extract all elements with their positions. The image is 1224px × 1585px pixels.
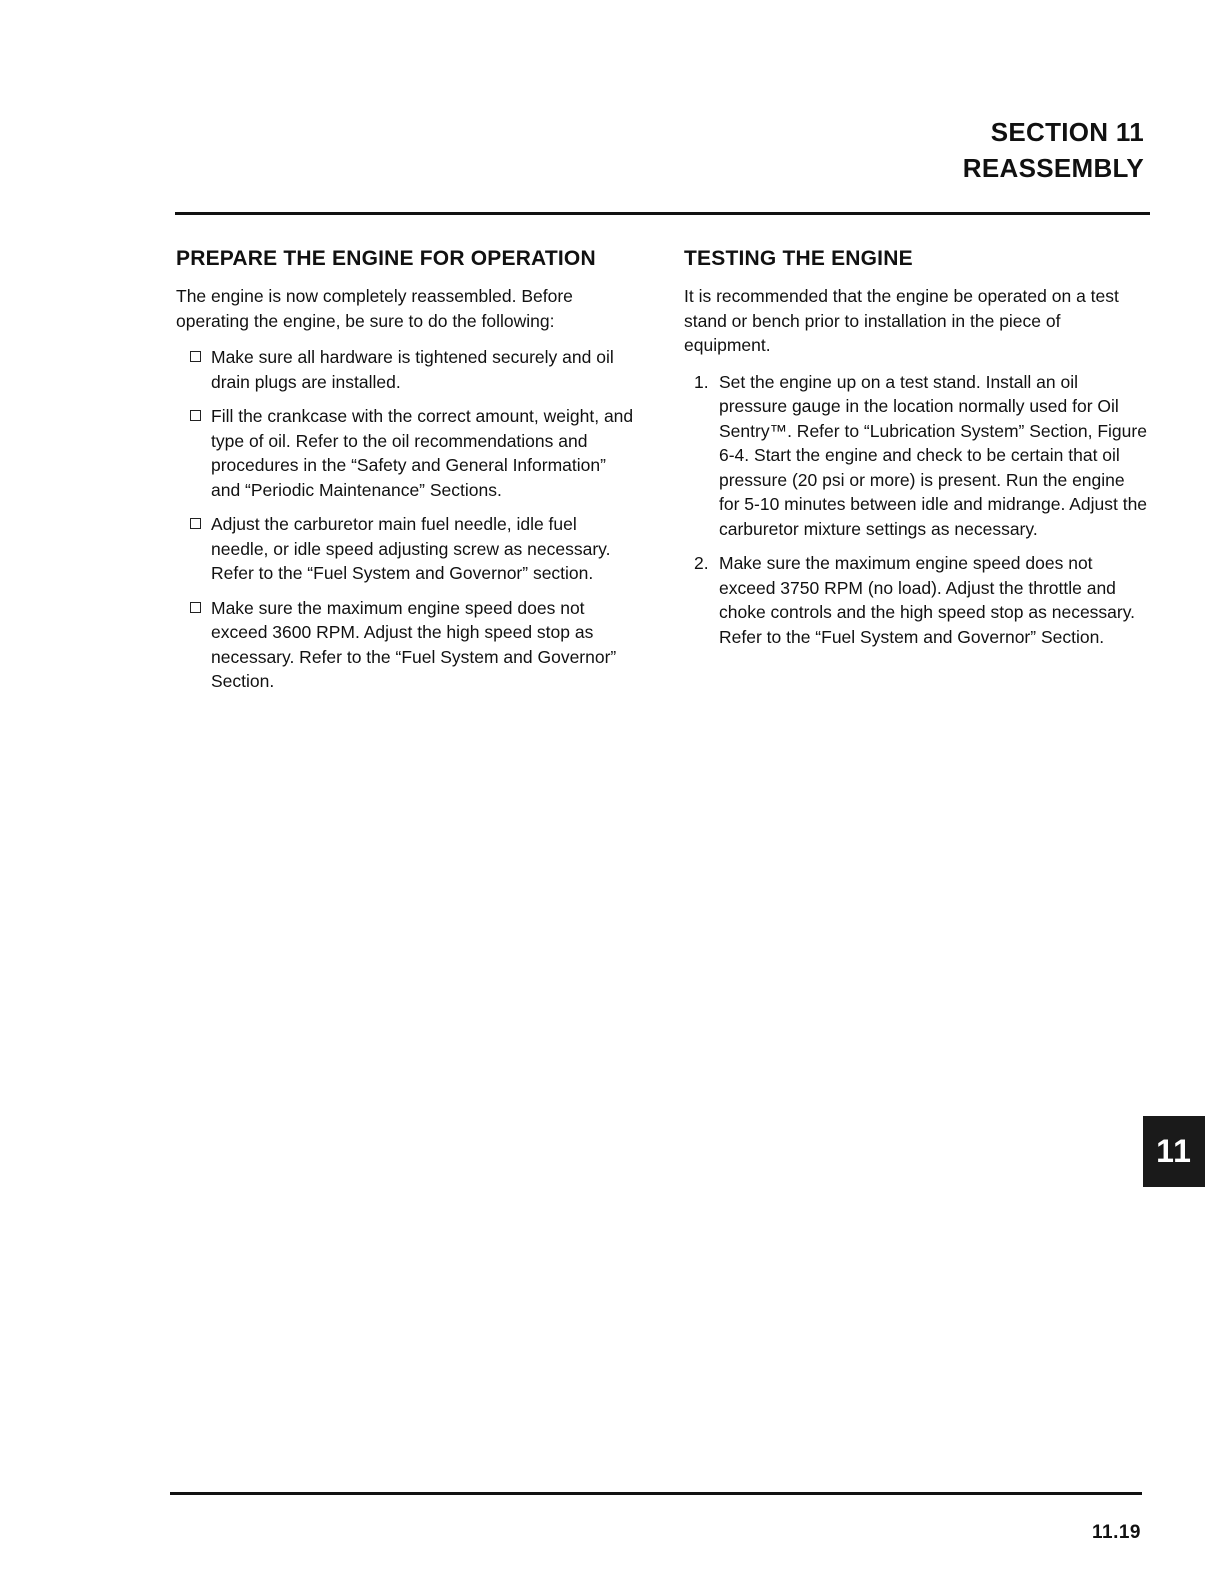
checklist-item-text: Fill the crankcase with the correct amount, weight, and type of oil. Refer to the oil recommendations and procedures in the “Safety and General Information” and “Periodic Maintenance” Sections. <box>211 406 634 500</box>
prepare-engine-heading: PREPARE THE ENGINE FOR OPERATION <box>176 247 596 270</box>
checkbox-icon <box>190 602 201 613</box>
checklist-item-text: Make sure the maximum engine speed does not exceed 3600 RPM. Adjust the high speed stop as necessary. Refer to the “Fuel System and Governor” Section. <box>211 597 617 691</box>
section-tab: 11 <box>1143 1116 1205 1187</box>
section-header <box>963 114 1144 186</box>
testing-step <box>684 370 1148 542</box>
testing-engine-intro: It is recommended that the engine be operated on a test stand or bench prior to installation in the piece of equipment. <box>684 286 1119 355</box>
prepare-engine-column <box>176 246 638 704</box>
checklist-item-text: Make sure all hardware is tightened securely and oil drain plugs are installed. <box>211 347 614 392</box>
checklist-item <box>176 512 638 586</box>
checklist-item <box>176 596 638 694</box>
step-text: Make sure the maximum engine speed does not exceed 3750 RPM (no load). Adjust the throttle and choke controls and the high speed stop as necessary. Refer to the “Fuel System and Governor” Section. <box>719 553 1136 647</box>
section-number: SECTION 11 <box>990 117 1144 147</box>
bottom-divider <box>170 1492 1142 1495</box>
testing-engine-heading: TESTING THE ENGINE <box>684 247 913 270</box>
page-number: 11.19 <box>1092 1522 1141 1543</box>
step-text: Set the engine up on a test stand. Install an oil pressure gauge in the location normally used for Oil Sentry™. Refer to “Lubrication System” Section, Figure 6-4. Start the engine and check to be certain that oil pressure (20 psi or more) is present. Run the engine for 5-10 minutes between idle and midrange. Adjust the carburetor mixture settings as necessary. <box>719 371 1148 539</box>
top-divider <box>175 212 1150 215</box>
checklist-item <box>176 345 638 394</box>
testing-steps <box>684 370 1148 650</box>
step-number: 1. <box>694 371 709 392</box>
checklist-item <box>176 404 638 502</box>
checkbox-icon <box>190 410 201 421</box>
testing-step <box>684 551 1148 649</box>
checkbox-icon <box>190 518 201 529</box>
prepare-checklist <box>176 345 638 694</box>
step-number: 2. <box>694 553 709 573</box>
prepare-engine-intro: The engine is now completely reassembled. Before operating the engine, be sure to do the following: <box>176 286 573 331</box>
checklist-item-text: Adjust the carburetor main fuel needle, idle fuel needle, or idle speed adjusting screw as necessary. Refer to the “Fuel System and Governor” section. <box>211 514 611 583</box>
section-title: REASSEMBLY <box>962 153 1144 183</box>
checkbox-icon <box>190 351 201 362</box>
testing-engine-column <box>684 246 1148 659</box>
